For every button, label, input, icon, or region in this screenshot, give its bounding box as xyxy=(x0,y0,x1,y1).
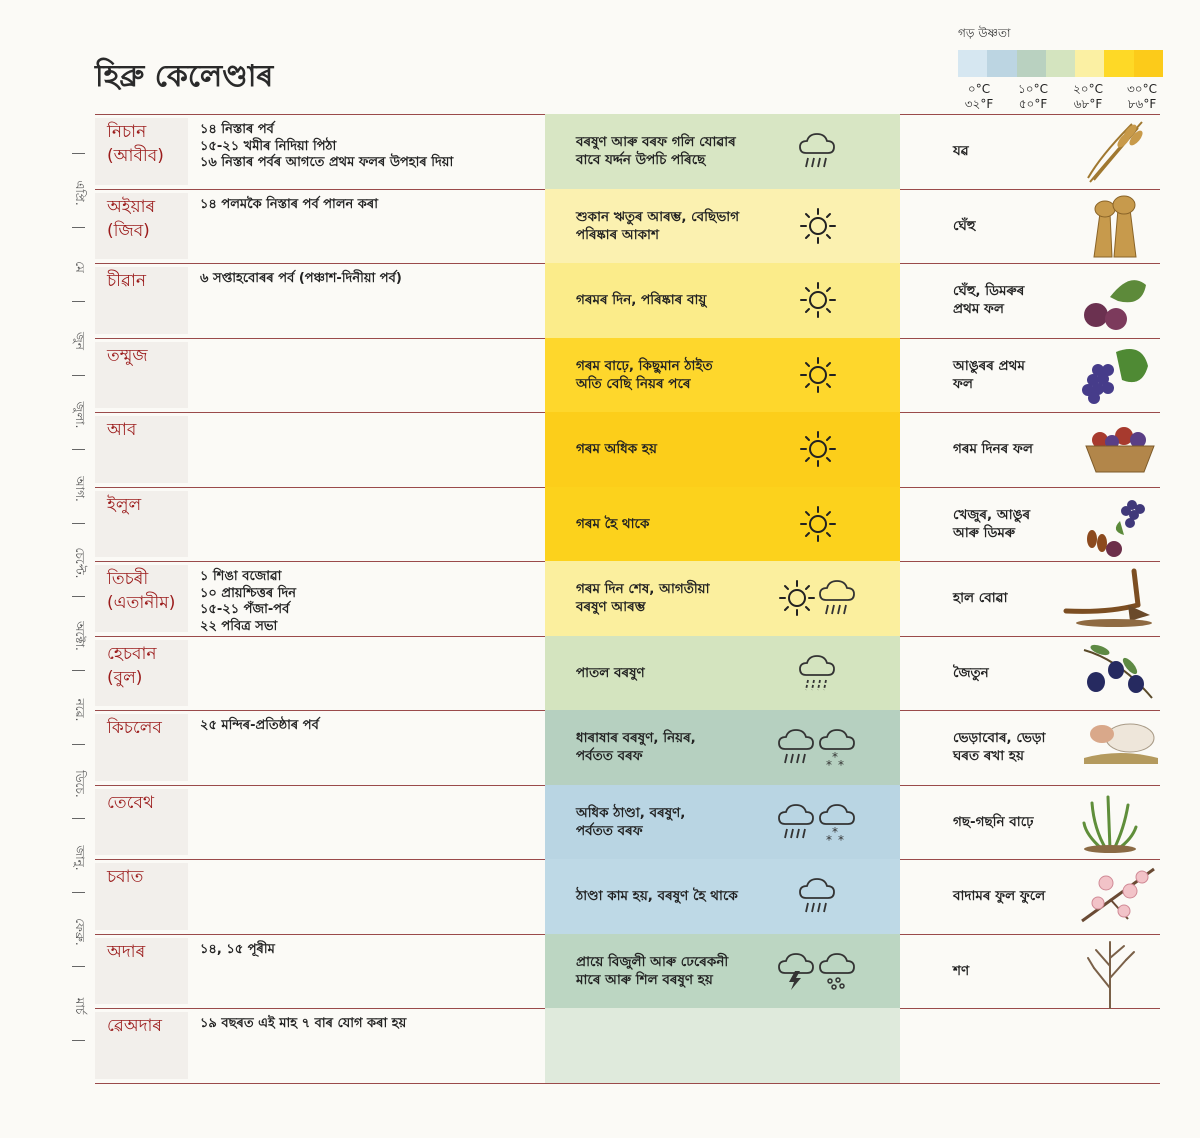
agriculture-line: আঙুৰৰ প্ৰথম xyxy=(953,357,1025,374)
weather-description xyxy=(576,440,657,458)
sheep-illustration xyxy=(1080,714,1160,770)
festival-list xyxy=(200,1016,406,1033)
plant-illustration xyxy=(1080,789,1140,857)
month-name xyxy=(107,493,141,517)
legend-celsius: ০°C xyxy=(967,82,991,96)
month-name xyxy=(107,567,175,615)
legend-fahrenheit: ৮৬°F xyxy=(1127,97,1157,111)
legend-label xyxy=(1013,82,1053,112)
month-name xyxy=(107,195,155,243)
agriculture-line: হাল বোৱা xyxy=(953,590,1008,607)
gregorian-month-label: ডিচে. xyxy=(73,770,87,798)
month-tick xyxy=(72,153,85,154)
row-divider xyxy=(95,1083,1160,1084)
agriculture-line: শণ xyxy=(953,962,970,979)
sun-icon xyxy=(798,280,838,324)
legend-title: গড় উষ্ণতা xyxy=(958,26,1011,40)
festival-list xyxy=(200,122,453,172)
month-tick xyxy=(72,892,85,893)
festival-item: ৬ সপ্তাহবোৰৰ পৰ্ব (পঞ্চাশ-দিনীয়া পৰ্ব) xyxy=(200,271,402,286)
sun-icon xyxy=(798,429,838,473)
legend-celsius: ৩০°C xyxy=(1127,82,1157,96)
month-hebrew-name: ৱেঅদাৰ xyxy=(107,1016,163,1036)
month-alt-name: (জিব) xyxy=(107,220,150,241)
legend-swatch xyxy=(1134,50,1163,77)
agriculture-line: ভেড়াবোৰ, ভেড়া xyxy=(953,730,1046,747)
festival-item: ১৪, ১৫ পূৰীম xyxy=(200,941,275,957)
agriculture-text xyxy=(953,962,969,980)
month-hebrew-name: তম্মুজ xyxy=(107,345,148,366)
sun-icon xyxy=(798,355,838,399)
weather-line: গৰম অধিক হয় xyxy=(576,441,657,458)
legend-celsius: ২০°C xyxy=(1073,82,1103,96)
weather-line: ঠাণ্ডা কাম হয়, বৰষুণ হৈ থাকে xyxy=(576,888,738,905)
agriculture-line: বাদামৰ ফুল ফুলে xyxy=(953,888,1046,905)
festival-item: ১৬ নিস্তাৰ পৰ্বৰ আগতে প্ৰথম ফলৰ উপহাৰ দিয়া xyxy=(200,155,454,170)
gregorian-month-label: আগ. xyxy=(73,475,87,502)
agriculture-text xyxy=(953,887,1045,905)
agriculture-text xyxy=(953,589,1008,607)
month-hebrew-name: অদাৰ xyxy=(107,941,146,962)
olive-illustration xyxy=(1080,640,1156,706)
fig-illustration xyxy=(1080,267,1150,337)
hail-cloud-icon xyxy=(818,951,858,995)
month-name xyxy=(107,344,148,368)
gregorian-month-label: জুলা. xyxy=(73,401,87,429)
gregorian-month-label: জানু. xyxy=(73,845,87,871)
legend-label xyxy=(959,82,999,112)
month-name xyxy=(107,418,136,442)
month-hebrew-name: চীৱান xyxy=(107,271,147,291)
gregorian-month-label: অক্টো. xyxy=(73,621,87,652)
month-hebrew-name: ইলুল xyxy=(107,494,142,515)
month-tick xyxy=(72,670,85,671)
weather-description xyxy=(576,291,706,309)
month-tick xyxy=(72,523,85,524)
agriculture-text xyxy=(953,729,1045,765)
month-name xyxy=(107,642,157,690)
svg-text:*: * xyxy=(826,758,832,768)
weather-description xyxy=(576,580,710,616)
weather-line: বৰষুণ আৰম্ভ xyxy=(576,599,646,616)
festival-item: ২৫ মন্দিৰ-প্ৰতিষ্ঠাৰ পৰ্ব xyxy=(200,718,319,733)
plow-illustration xyxy=(1058,565,1158,631)
weather-description xyxy=(576,357,713,393)
month-tick xyxy=(72,227,85,228)
agriculture-line: গৰম দিনৰ ফল xyxy=(953,441,1033,458)
legend-swatch xyxy=(1075,50,1104,77)
weather-description xyxy=(576,953,728,989)
month-hebrew-name: কিচলেব xyxy=(107,718,162,738)
month-name xyxy=(107,269,146,293)
festival-list xyxy=(200,718,319,735)
svg-text:*: * xyxy=(826,832,832,842)
festival-item: ১৪ নিস্তাৰ পৰ্ব xyxy=(200,122,274,137)
almond-illustration xyxy=(1080,863,1156,929)
legend-swatch xyxy=(987,50,1016,77)
month-alt-name: (আবীব) xyxy=(107,146,164,166)
agriculture-text xyxy=(953,440,1033,458)
weather-line: পাতল বৰষুণ xyxy=(576,664,645,681)
month-hebrew-name: আব xyxy=(107,420,137,440)
weather-line: গৰম বাঢ়ে, কিছুমান ঠাইত xyxy=(576,357,713,374)
snow-cloud-icon xyxy=(818,727,858,771)
rain-cloud-icon xyxy=(777,802,817,846)
legend-swatch xyxy=(1046,50,1075,77)
weather-description xyxy=(576,208,739,244)
month-hebrew-name: অইয়াৰ xyxy=(107,196,156,217)
month-alt-name: (এতানীম) xyxy=(107,593,176,613)
weather-line: পৰিষ্কাৰ আকাশ xyxy=(576,226,659,243)
agriculture-text xyxy=(953,357,1025,393)
month-hebrew-name: তেবেথ xyxy=(107,792,154,813)
month-tick xyxy=(72,301,85,302)
legend-fahrenheit: ৩২°F xyxy=(964,97,994,111)
weather-cell xyxy=(545,1008,900,1083)
month-tick xyxy=(72,966,85,967)
weather-description xyxy=(576,664,645,682)
sun-icon xyxy=(777,578,817,622)
flax-illustration xyxy=(1080,938,1140,1014)
weather-line: গৰমৰ দিন, পৰিষ্কাৰ বায়ু xyxy=(576,292,707,309)
month-hebrew-name: হেচবান xyxy=(107,643,157,664)
agriculture-text xyxy=(953,506,1030,542)
svg-text:*: * xyxy=(838,758,844,768)
legend-label xyxy=(1068,82,1108,112)
agriculture-line: খেজুৰ, আঙুৰ xyxy=(953,506,1031,523)
rain-cloud-icon xyxy=(818,578,858,622)
agriculture-text xyxy=(953,142,969,160)
month-tick xyxy=(72,449,85,450)
gregorian-month-label: জুন xyxy=(73,331,87,350)
rain-cloud-icon xyxy=(798,876,838,920)
weather-line: অতি বেছি নিয়ৰ পৰে xyxy=(576,375,691,392)
month-alt-name: (বুল) xyxy=(107,667,143,688)
svg-text:*: * xyxy=(832,824,838,839)
festival-list xyxy=(200,271,402,288)
svg-text:*: * xyxy=(838,832,844,842)
gregorian-month-label: মার্চ xyxy=(73,997,87,1015)
agriculture-line: প্ৰথম ফল xyxy=(953,301,1004,318)
drizzle-cloud-icon xyxy=(798,653,838,697)
page-title: হিব্ৰু কেলেণ্ডাৰ xyxy=(95,59,274,94)
festival-item: ১৫-২১ পঁজা-পৰ্ব xyxy=(200,602,290,617)
festival-list xyxy=(200,197,378,214)
weather-line: অধিক ঠাণ্ডা, বৰষুণ, xyxy=(576,804,686,821)
weather-line: পৰ্বতত বৰফ xyxy=(576,822,643,839)
month-hebrew-name: তিচৰী xyxy=(107,569,149,589)
agriculture-line: ফল xyxy=(953,375,973,392)
agriculture-line: জৈতুন xyxy=(953,664,989,681)
weather-description xyxy=(576,133,736,169)
legend-fahrenheit: ৬৮°F xyxy=(1073,97,1103,111)
month-name xyxy=(107,716,162,740)
sun-icon xyxy=(798,206,838,250)
agriculture-line: ঘেঁহু xyxy=(953,217,976,234)
gregorian-month-label: নৱে. xyxy=(73,698,87,722)
month-hebrew-name: চবাত xyxy=(107,867,144,887)
festival-list xyxy=(200,569,296,635)
festival-list xyxy=(200,942,275,959)
festival-item: ১ শিঙা বজোৱা xyxy=(200,569,282,584)
agriculture-text xyxy=(953,664,989,682)
weather-line: গৰম হৈ থাকে xyxy=(576,515,650,532)
legend-labels xyxy=(958,77,1163,109)
agriculture-line: গছ-গছনি বাঢ়ে xyxy=(953,813,1034,830)
thunderstorm-icon xyxy=(777,951,817,995)
wheat-illustration xyxy=(1080,193,1150,263)
temperature-legend xyxy=(958,25,1163,109)
month-tick xyxy=(72,375,85,376)
agriculture-line: ঘেঁহু, ডিমৰুৰ xyxy=(953,283,1025,300)
month-tick xyxy=(72,744,85,745)
weather-line: ধাৰাষাৰ বৰষুণ, নিয়ৰ, xyxy=(576,730,696,747)
weather-description xyxy=(576,887,738,905)
basket-illustration xyxy=(1080,416,1160,480)
festival-item: ১০ প্ৰায়শ্চিত্তৰ দিন xyxy=(200,585,297,601)
rain-cloud-icon xyxy=(798,131,838,175)
festival-item: ১৯ বছৰত এই মাহ ৭ বাৰ যোগ কৰা হয় xyxy=(200,1016,407,1031)
legend-celsius: ১০°C xyxy=(1018,82,1048,96)
month-name xyxy=(107,865,143,889)
festival-item: ১৫-২১ খমীৰ নিদিয়া পিঠা xyxy=(200,138,337,154)
legend-swatch xyxy=(1017,50,1046,77)
legend-swatch xyxy=(1104,50,1133,77)
festival-item: ২২ পবিত্ৰ সভা xyxy=(200,618,278,634)
weather-line: গৰম দিন শেষ, আগতীয়া xyxy=(576,581,710,598)
weather-line: পৰ্বতত বৰফ xyxy=(576,748,643,765)
weather-line: প্ৰায়ে বিজুলী আৰু ঢেৰেকনী xyxy=(576,953,729,970)
grapes-illustration xyxy=(1080,342,1150,412)
month-name xyxy=(107,1014,162,1038)
weather-description xyxy=(576,729,696,765)
rain-cloud-icon xyxy=(777,727,817,771)
agriculture-line: যৱ xyxy=(953,143,969,160)
month-name xyxy=(107,120,164,168)
gregorian-month-label: ফেব্ৰু. xyxy=(73,918,87,946)
agriculture-line: আৰু ডিমৰু xyxy=(953,524,1016,541)
agriculture-text xyxy=(953,813,1034,831)
gregorian-month-label: চেপ্টে. xyxy=(73,547,87,578)
gregorian-month-label: এপ্রি. xyxy=(73,180,87,206)
dates-illustration xyxy=(1080,491,1150,565)
agriculture-line: ঘৰত ৰখা হয় xyxy=(953,748,1024,765)
month-tick xyxy=(72,818,85,819)
legend-label xyxy=(1122,82,1162,112)
weather-line: শুকান ঋতুৰ আৰম্ভ, বেছিভাগ xyxy=(576,208,740,225)
agriculture-text xyxy=(953,282,1024,318)
month-tick xyxy=(72,596,85,597)
weather-description xyxy=(576,515,649,533)
month-hebrew-name: নিচান xyxy=(107,122,147,142)
weather-line: বাবে যৰ্দ্দন উপচি পৰিছে xyxy=(576,152,706,169)
gregorian-month-label: মে xyxy=(73,261,87,273)
legend-swatch xyxy=(958,50,987,77)
weather-description xyxy=(576,804,685,840)
svg-text:*: * xyxy=(832,750,838,765)
legend-fahrenheit: ৫০°F xyxy=(1018,97,1048,111)
sun-icon xyxy=(798,504,838,548)
legend-color-bar xyxy=(958,50,1163,77)
snow-cloud-icon xyxy=(818,802,858,846)
weather-line: বৰষুণ আৰু বৰফ গলি যোৱাৰ xyxy=(576,134,736,151)
barley-illustration xyxy=(1080,118,1150,188)
month-tick xyxy=(72,1040,85,1041)
weather-line: মাৰে আৰু শিল বৰষুণ হয় xyxy=(576,971,713,988)
month-name xyxy=(107,940,145,964)
agriculture-text xyxy=(953,217,975,235)
month-name xyxy=(107,791,154,815)
festival-item: ১৪ পলমকৈ নিস্তাৰ পৰ্ব পালন কৰা xyxy=(200,196,378,212)
